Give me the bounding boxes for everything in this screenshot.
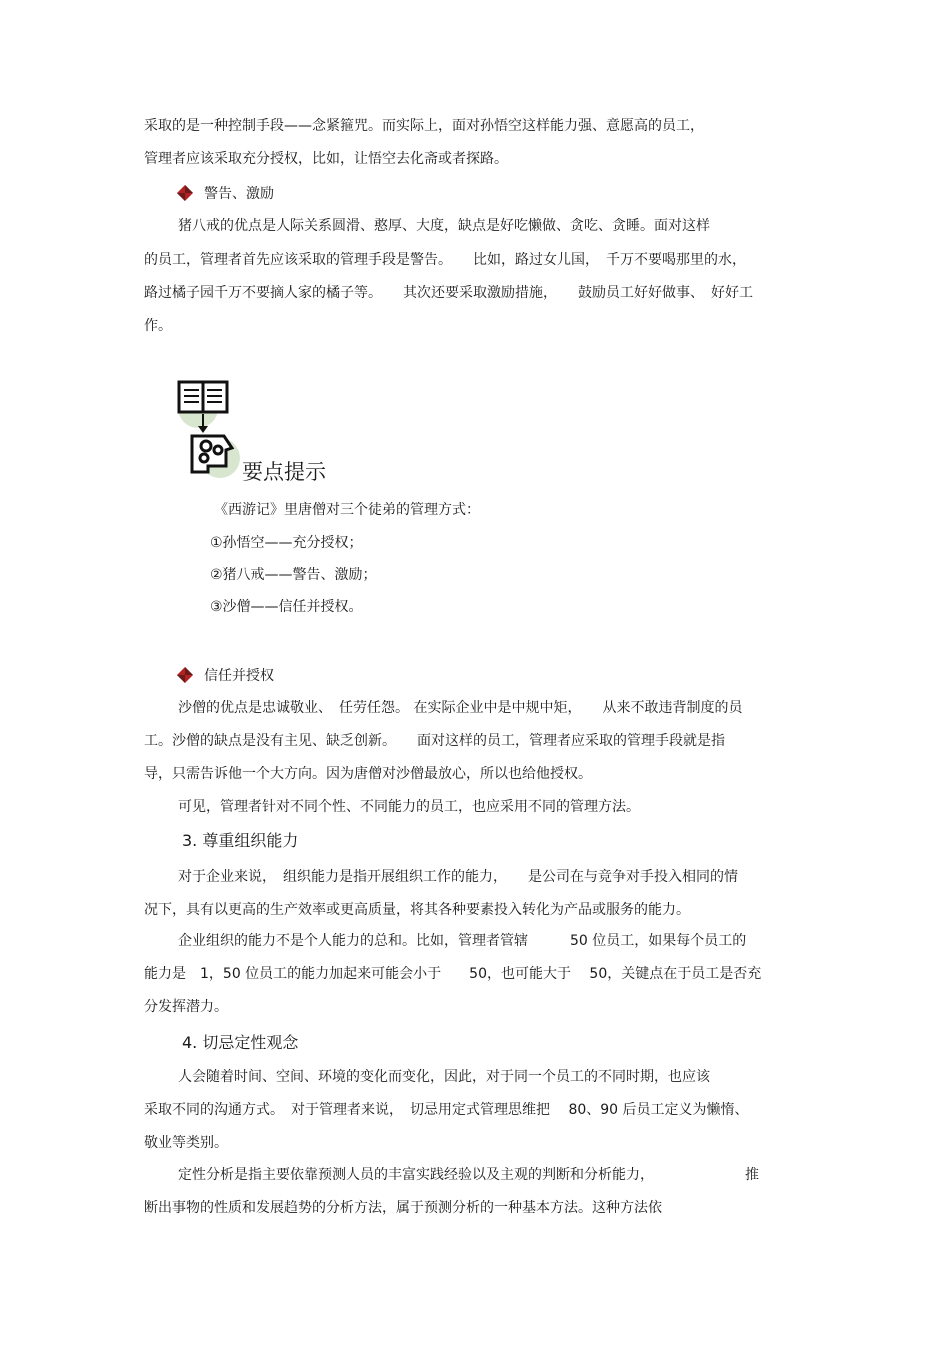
section-3-p2-line-1: 企业组织的能力不是个人能力的总和。比如，管理者管辖 50 位员工，如果每个员工的 [178,933,747,949]
trust-heading-row [176,665,274,685]
warning-line-3: 路过橘子园千万不要摘人家的橘子等。 其次还要采取激励措施， 鼓励员工好好做事、 好好工 [144,285,753,301]
warning-line-2: 的员工，管理者首先应该采取的管理手段是警告。 比如，路过女儿国， 千万不要喝那里的水， [144,252,746,268]
key-point-item-2: ②猪八戒——警告、激励； [210,567,377,583]
warning-line-1: 猪八戒的优点是人际关系圆滑、憨厚、大度，缺点是好吃懒做、贪吃、贪睡。面对这样 [178,218,710,234]
diamond-bullet-icon [176,666,194,684]
section-3-p1-line-2: 况下，具有以更高的生产效率或更高质量，将其各种要素投入转化为产品或服务的能力。 [144,902,690,918]
diamond-bullet-icon [176,184,194,202]
para-sun-line-1: 采取的是一种控制手段——念紧箍咒。而实际上，面对孙悟空这样能力强、意愿高的员工， [144,118,704,134]
para-sun-line-2: 管理者应该采取充分授权，比如，让悟空去化斋或者探路。 [144,151,508,167]
tip-icon-group [176,378,246,478]
key-point-item-1: ①孙悟空——充分授权； [210,535,363,551]
trust-line-4: 可见，管理者针对不同个性、不同能力的员工，也应采用不同的管理方法。 [178,799,640,815]
warning-line-4: 作。 [144,318,172,334]
section-4-heading: 4. 切忌定性观念 [182,1033,299,1052]
section-4-p2-line-1: 定性分析是指主要依靠预测人员的丰富实践经验以及主观的判断和分析能力， 推 [178,1167,759,1183]
trust-line-1: 沙僧的优点是忠诚敬业、 任劳任怨。 在实际企业中是中规中矩， 从来不敢违背制度的员 [178,700,743,716]
section-4-p2-line-2: 断出事物的性质和发展趋势的分析方法，属于预测分析的一种基本方法。这种方法依 [144,1200,662,1216]
trust-line-3: 导，只需告诉他一个大方向。因为唐僧对沙僧最放心，所以也给他授权。 [144,766,592,782]
section-3-heading: 3. 尊重组织能力 [182,831,299,850]
section-4-p1-line-2: 采取不同的沟通方式。 对于管理者来说， 切忌用定式管理思维把 80、90 后员工定义为懒惰、 [144,1102,749,1118]
key-point-item-3: ③沙僧——信任并授权。 [210,599,363,615]
section-3-p2-line-3: 分发挥潜力。 [144,999,228,1015]
book-and-bulb-tip-icon [176,378,246,478]
key-points-title: 要点提示 [242,460,326,484]
warning-heading: 警告、激励 [204,186,274,202]
key-points-intro: 《西游记》里唐僧对三个徒弟的管理方式： [214,502,480,518]
section-3-p1-line-1: 对于企业来说， 组织能力是指开展组织工作的能力， 是公司在与竞争对手投入相同的情 [178,869,738,885]
warning-heading-row [176,183,274,203]
section-4-p1-line-1: 人会随着时间、空间、环境的变化而变化，因此，对于同一个员工的不同时期，也应该 [178,1069,710,1085]
section-4-p1-line-3: 敬业等类别。 [144,1135,228,1151]
trust-heading: 信任并授权 [204,668,274,684]
section-3-p2-line-2: 能力是 1，50 位员工的能力加起来可能会小于 50，也可能大于 50，关键点在于员工是否充 [144,966,762,982]
trust-line-2: 工。沙僧的缺点是没有主见、缺乏创新。 面对这样的员工，管理者应采取的管理手段就是指 [144,733,725,749]
